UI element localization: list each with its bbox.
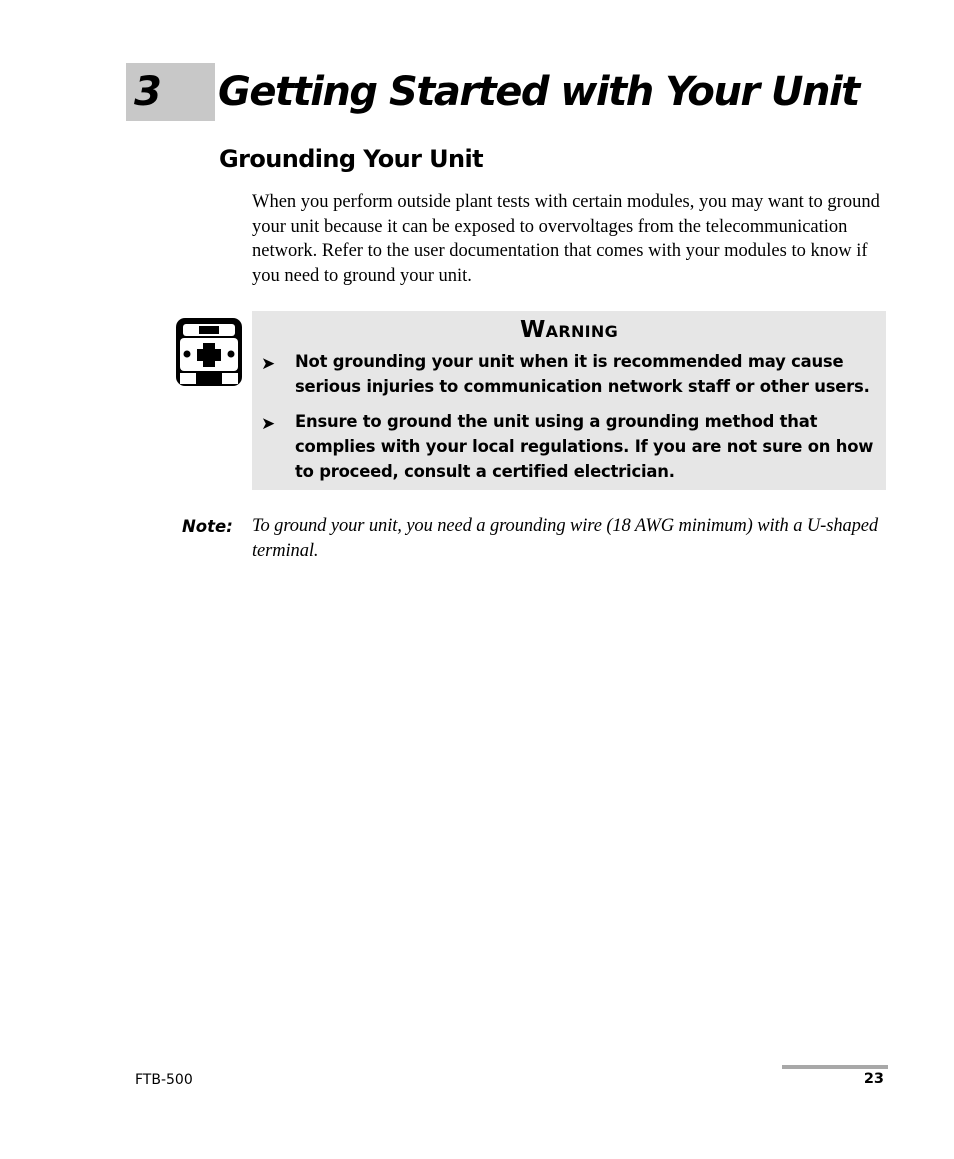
warning-title: Warning [519, 317, 619, 343]
bullet-arrow-icon: ➤ [261, 414, 276, 434]
warning-item: Not grounding your unit when it is recommended may cause serious injuries to communication network staff or other users. [295, 352, 870, 396]
note-label: Note: [182, 517, 233, 536]
warning-box [252, 311, 886, 490]
chapter-number: 3 [134, 69, 161, 115]
footer-rule [782, 1065, 888, 1069]
note-text: To ground your unit, you need a grounding wire (18 AWG minimum) with a U-shaped terminal. [252, 516, 879, 561]
footer-product-name: FTB-500 [135, 1072, 193, 1088]
page-number: 23 [863, 1071, 884, 1087]
warning-item: Ensure to ground the unit using a grounding method that complies with your local regulations. If you are not sure on how to proceed, consult a certified electrician. [295, 412, 874, 481]
ambulance-icon [175, 317, 243, 387]
intro-paragraph: When you perform outside plant tests with certain modules, you may want to ground your unit because it can be exposed to overvoltages from the telecommunication network. Refer to the user documentation that comes with your modules to know if you need to ground your unit. [252, 192, 880, 286]
section-heading: Grounding Your Unit [219, 145, 484, 173]
chapter-title: Getting Started with Your Unit [218, 69, 859, 115]
bullet-arrow-icon: ➤ [261, 354, 276, 374]
